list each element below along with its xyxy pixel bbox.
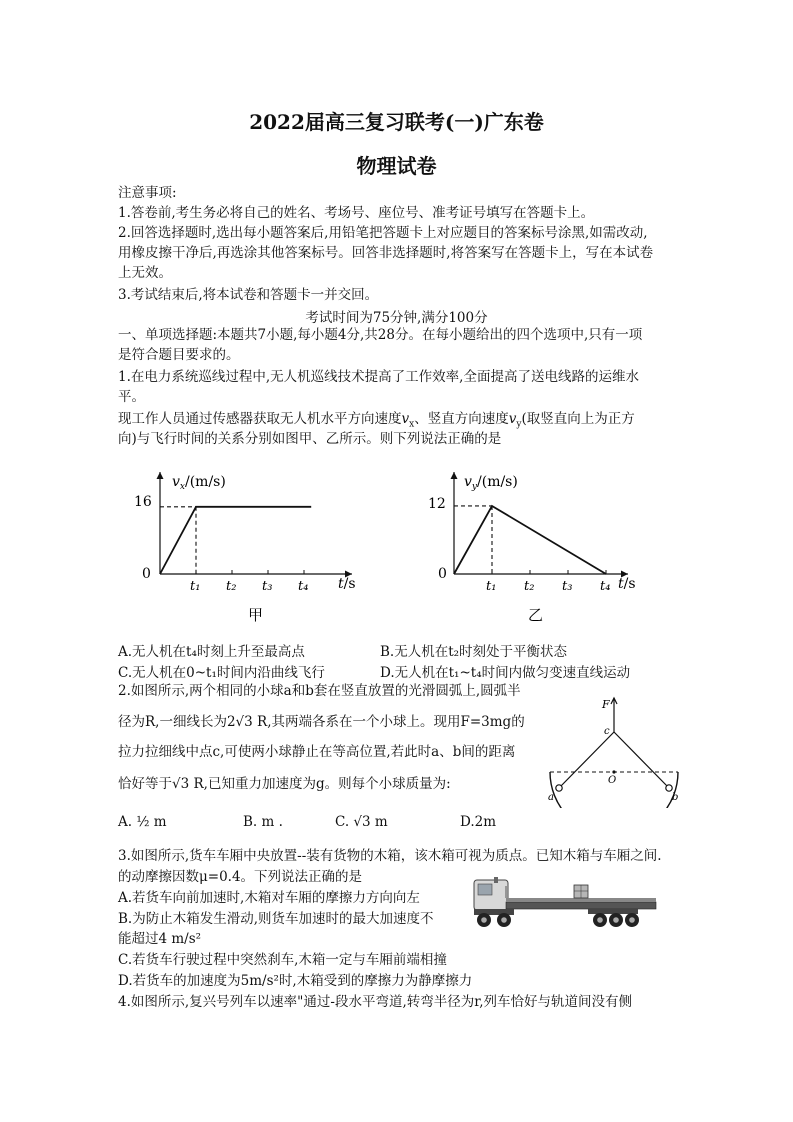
notes-item-2a: 2.回答选择题时,选出每小题答案后,用铅笔把答题卡上对应题目的答案标号涂黑,如需改动, — [118, 225, 648, 241]
section1-line1: 一、单项选择题:本题共7小题,每小题4分,共28分。在每小题给出的四个选项中,只有一项 — [118, 327, 643, 343]
q1-line1: 1.在电力系统巡线过程中,无人机巡线技术提高了工作效率,全面提高了送电线路的运维水 — [118, 369, 639, 385]
origin-label: 0 — [438, 566, 447, 582]
q3-option-b1: B.为防止木箱发生滑动,则货车加速时的最大加速度不 — [118, 911, 434, 927]
series-line — [160, 507, 311, 574]
q3-option-b2: 能超过4 m/s² — [118, 931, 202, 947]
x-tick-label: t₂ — [524, 579, 535, 594]
q2-option-b: B. m . — [243, 814, 283, 830]
q3-line2: 的动摩擦因数μ=0.4。下列说法正确的是 — [118, 869, 363, 885]
q2-option-a: A. ½ m — [118, 814, 167, 830]
chart-caption: 乙 — [528, 606, 544, 624]
q2-figure — [548, 696, 698, 808]
q3-line1: 3.如图所示,货车车厢中央放置--装有货物的木箱，该木箱可视为质点。已知木箱与车厢之间. — [118, 848, 662, 864]
q2-option-c: C. √3 m — [335, 814, 388, 830]
q3-option-c: C.若货车行驶过程中突然刹车,木箱一定与车厢前端相撞 — [118, 952, 447, 968]
x-label: t/s — [338, 576, 356, 592]
notes-item-1: 1.答卷前,考生务必将自己的姓名、考场号、座位号、准考证号填写在答题卡上。 — [118, 205, 595, 221]
x-tick-label: t₄ — [298, 579, 309, 594]
exam-subtitle: 物理试卷 — [356, 154, 437, 178]
notes-item-3: 3.考试结束后,将本试卷和答题卡一并交回。 — [118, 287, 379, 303]
label-c: c — [604, 726, 610, 737]
q1-line2: 平。 — [118, 389, 145, 405]
q2-line4: 恰好等于√3 R,已知重力加速度为g。则每个小球质量为: — [118, 776, 451, 792]
x-tick-label: t₂ — [226, 579, 237, 594]
x-tick-label: t₃ — [562, 579, 573, 594]
q2-line1: 2.如图所示,两个相同的小球a和b套在竖直放置的光滑圆弧上,圆弧半 — [118, 683, 521, 699]
exam-time: 考试时间为75分钟,满分100分 — [305, 310, 488, 326]
q1-option-b: B.无人机在t₂时刻处于平衡状态 — [380, 644, 568, 660]
q1-option-d: D.无人机在t₁~t₄时间内做匀变速直线运动 — [380, 665, 631, 681]
notes-heading: 注意事项: — [118, 185, 177, 201]
y-label: $v_x/(m/s)$ — [172, 474, 226, 492]
chart-caption: 甲 — [248, 606, 264, 624]
chart-vy — [428, 462, 658, 637]
q1-option-c: C.无人机在0~t₁时间内沿曲线飞行 — [118, 665, 325, 681]
label-b: b — [672, 792, 679, 803]
q3-option-a: A.若货车向前加速时,木箱对车厢的摩擦力方向向左 — [118, 890, 420, 906]
x-label: t/s — [618, 576, 636, 592]
origin-label: 0 — [142, 566, 151, 582]
y-tick-label: 16 — [134, 494, 152, 510]
chart-vx — [130, 462, 360, 637]
label-F: F — [602, 698, 610, 711]
q1-line3: 现工作人员通过传感器获取无人机水平方向速度$v_x$、竖直方向速度$v_y$(取竖直向上为正方 — [118, 411, 635, 430]
q2-option-d: D.2m — [460, 814, 497, 830]
q2-line3: 拉力拉细线中点c,可使两小球静止在等高位置,若此时a、b间的距离 — [118, 744, 516, 760]
q1-option-a: A.无人机在t₄时刻上升至最高点 — [118, 644, 305, 660]
notes-item-2c: 上无效。 — [118, 265, 172, 281]
q3-option-d: D.若货车的加速度为5m/s²时,木箱受到的摩擦力为静摩擦力 — [118, 973, 473, 989]
x-tick-label: t₁ — [486, 579, 497, 594]
notes-item-2b: 用橡皮擦干净后,再选涂其他答案标号。回答非选择题时,将答案写在答题卡上，写在本试卷 — [118, 245, 654, 261]
x-tick-label: t₁ — [190, 579, 201, 594]
q1-line4: 向)与飞行时间的关系分别如图甲、乙所示。则下列说法正确的是 — [118, 431, 502, 447]
label-a: a — [548, 792, 554, 803]
label-O: O — [608, 775, 617, 786]
exam-title: 2022届高三复习联考(一)广东卷 — [249, 110, 544, 134]
q2-line2: 径为R,一细线长为2√3 R,其两端各系在一个小球上。现用F=3mg的 — [118, 714, 525, 730]
series-line — [454, 506, 606, 574]
section1-line2: 是符合题目要求的。 — [118, 347, 240, 363]
y-label: $v_y/(m/s)$ — [464, 474, 518, 492]
x-tick-label: t₄ — [600, 579, 611, 594]
truck-figure — [470, 868, 660, 934]
q4-line1: 4.如图所示,复兴号列车以速率"通过-段水平弯道,转弯半径为r,列车恰好与轨道间没有侧 — [118, 994, 632, 1010]
x-tick-label: t₃ — [262, 579, 273, 594]
y-tick-label: 12 — [428, 496, 446, 512]
